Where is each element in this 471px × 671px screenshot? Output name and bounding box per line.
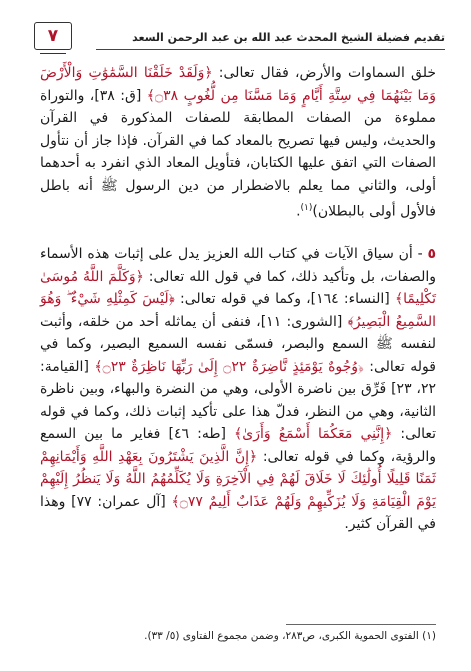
footnote-marker: (١)	[422, 630, 436, 642]
quran-verse: ﴿وَلَقَدْ خَلَقْنَا السَّمَٰوَٰتِ وَالْأَرْضَ وَمَا بَيْنَهُمَا فِي سِتَّةِ أَيَّامٍ وَمَا مَسَّنَا مِن لُّغُوبٍ ۝٣٨﴾	[40, 65, 436, 104]
point-number: ٥	[427, 246, 436, 263]
page-number: ٧	[34, 22, 72, 50]
footnote-reference[interactable]: (١)	[300, 203, 313, 213]
quran-verse: ﴿إِنَّنِي مَعَكُمَا أَسْمَعُ وَأَرَىٰ﴾	[234, 426, 393, 443]
quran-verse: ﴿وَكَلَّمَ اللَّهُ مُوسَىٰ تَكْلِيمًا﴾	[40, 268, 437, 308]
text-span: خلق السماوات والأرض، فقال تعالى:	[212, 65, 437, 81]
text-span: [طه: ٤٦] فغاير ما بين السمع والرؤية، وكما في قوله تعالى:	[40, 426, 436, 465]
paragraph-1	[40, 62, 436, 223]
quran-verse: ﴿لَيْسَ كَمِثْلِهِ شَيْءٌ ۖ وَهُوَ السَّمِيعُ الْبَصِيرُ﴾	[40, 291, 436, 330]
text-span: .	[296, 203, 301, 220]
quran-verse: ﴿وُجُوهٌ يَوْمَئِذٍ نَّاضِرَةٌ ۝٢٢ إِلَىٰ رَبِّهَا نَاظِرَةٌ ۝٢٣﴾	[94, 358, 364, 375]
header-rule	[96, 49, 445, 50]
footnote-divider	[286, 624, 436, 625]
text-span: [القيامة: ٢٢، ٢٣] فَرِّق بين ناضرة الأولى، وهي من النضرة والبهاء، وبين ناظرة الثانية، وهي من النظر، فدلّ هذا على تأكيد إثبات ذلك، وكما في قوله تعالى:	[40, 358, 436, 443]
page-header	[34, 24, 445, 50]
paragraph-2	[40, 243, 436, 536]
text-span: - أن سياق الآيات في كتاب الله العزيز يدل على إثبات هذه الأسماء والصفات، بل وتأكيد ذلك، كما في قول الله تعالى:	[40, 246, 436, 285]
footnote	[40, 630, 436, 642]
text-span: [النساء: ١٦٤]، وكما في قوله تعالى:	[174, 291, 395, 308]
text-span: [آل عمران: ٧٧] وهذا في القرآن كثير.	[40, 493, 436, 533]
running-header-title: تقديم فضيلة الشيخ المحدث عبد الله بن عبد الرحمن السعد	[132, 30, 445, 44]
page-body	[40, 62, 436, 536]
text-span: [ق: ٣٨]، والتوراة مملوءة من الصفات المطابقة للصفات المذكورة في القرآن والحديث، وليس فيها تصريح بالمعاد كما في القرآن. فإذا جاز أن نتأول الصفات التي اتفق عليها الكتابان، فتأويل المعاد الذي انفرد به أحدهما أولى، والثاني مما يعلم بالاضطرار من دين الرسول ﷺ أنه باطل فالأول أولى بالبطلان)	[40, 87, 436, 220]
quran-verse: ﴿إِنَّ الَّذِينَ يَشْتَرُونَ بِعَهْدِ اللَّهِ وَأَيْمَانِهِمْ ثَمَنًا قَلِيلًا أُولَٰئِكَ لَا خَلَاقَ لَهُمْ فِي الْآخِرَةِ وَلَا يُكَلِّمُهُمُ اللَّهُ وَلَا يَنظُرُ إِلَيْهِمْ يَوْمَ الْقِيَامَةِ وَلَا يُزَكِّيهِمْ وَلَهُمْ عَذَابٌ أَلِيمٌ ۝٧٧﴾	[40, 448, 436, 510]
text-span: [الشورى: ١١]، فنفى أن يماثله أحد من خلقه، وأثبت لنفسه ﷺ السمع والبصر، فسمّى نفسه السميع البصير، وكما في قوله تعالى:	[40, 313, 436, 375]
footnote-text: الفتوى الحموية الكبرى، ص٢٨٣، وضمن مجموع الفتاوى (٥/ ٣٣).	[144, 630, 423, 642]
